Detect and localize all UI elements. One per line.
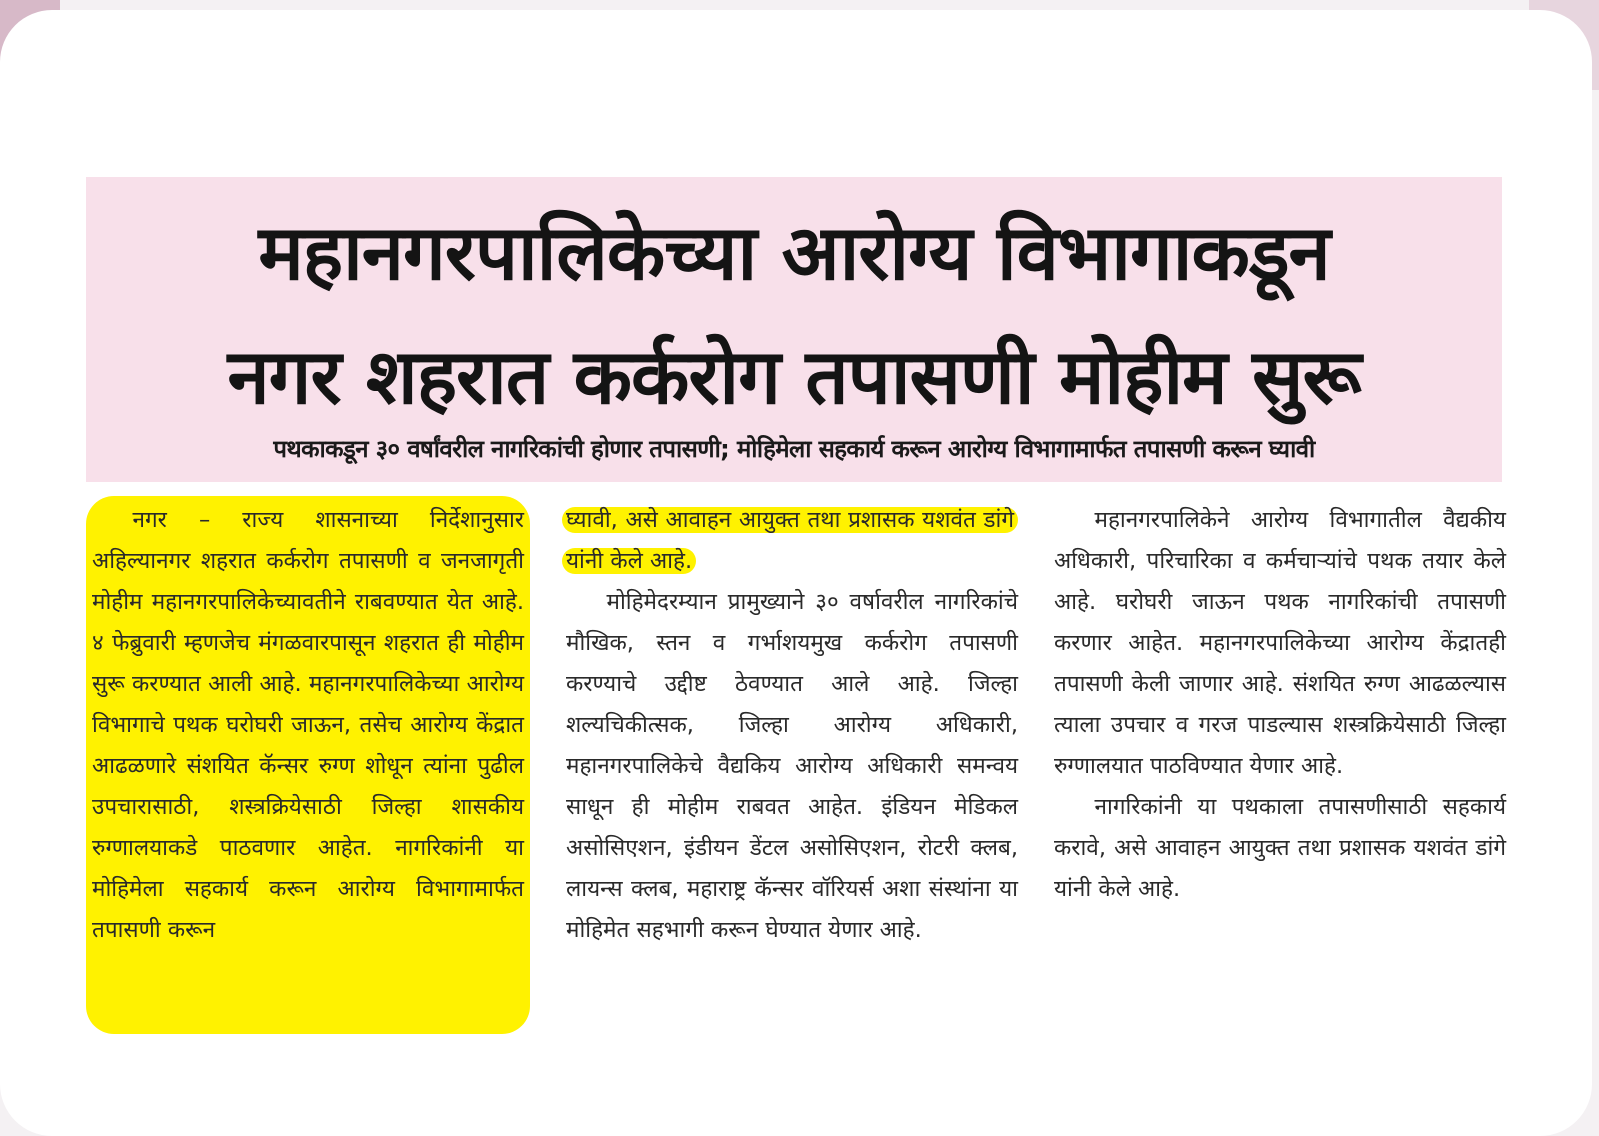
article-paragraph-2: मोहिमेदरम्यान प्रामुख्याने ३० वर्षावरील नागरिकांचे मौखिक, स्तन व गर्भाशयमुख कर्करोग तपासणी करण्याचे उद्दीष्ट ठेवण्यात आले आहे. जिल्हा शल्यचिकीत्सक, जिल्हा आरोग्य अधिकारी, महानगरपालिकेचे वैद्यकिय आरोग्य अधिकारी समन्वय साधून ही मोहीम राबवत आहेत. इंडियन मेडिकल असोसिएशन, इंडीयन डेंटल असोसिएशन, रोटरी क्लब, लायन्स क्लब, महाराष्ट्र कॅन्सर वॉरियर्स अशा संस्थांना या मोहिमेत सहभागी करून घेण्यात येणार आहे. xyxy=(566,589,1018,943)
article-column-2 xyxy=(566,500,1018,951)
headline-line-1: महानगरपालिकेच्या आरोग्य विभागाकडून xyxy=(258,208,1330,297)
headline-box xyxy=(86,177,1502,482)
headline xyxy=(86,191,1502,439)
headline-line-2: नगर शहरात कर्करोग तपासणी मोहीम सुरू xyxy=(227,332,1361,421)
article-column-1 xyxy=(86,496,530,1034)
subheadline: पथकाकडून ३० वर्षांवरील नागरिकांची होणार तपासणी; मोहिमेला सहकार्य करून आरोग्य विभागामार्फत तपासणी करून घ्यावी xyxy=(273,435,1315,463)
article-paragraph-4: नागरिकांनी या पथकाला तपासणीसाठी सहकार्य करावे, असे आवाहन आयुक्त तथा प्रशासक यशवंत डांगे यांनी केले आहे. xyxy=(1054,794,1506,902)
article-paragraph-1: नगर – राज्य शासनाच्या निर्देशानुसार अहिल्यानगर शहरात कर्करोग तपासणी व जनजागृती मोहीम महानगरपालिकेच्यावतीने राबवण्यात येत आहे. ४ फेब्रुवारी म्हणजेच मंगळवारपासून शहरात ही मोहीम सुरू करण्यात आली आहे. महानगरपालिकेच्या आरोग्य विभागाचे पथक घरोघरी जाऊन, तसेच आरोग्य केंद्रात आढळणारे संशयित कॅन्सर रुग्ण शोधून त्यांना पुढील उपचारासाठी, शस्त्रक्रियेसाठी जिल्हा शासकीय रुग्णालयाकडे पाठवणार आहेत. नागरिकांनी या मोहिमेला सहकार्य करून आरोग्य विभागामार्फत तपासणी करून xyxy=(92,507,524,943)
article-column-3 xyxy=(1054,500,1506,910)
highlighted-continuation: घ्यावी, असे आवाहन आयुक्त तथा प्रशासक यशवंत डांगे यांनी केले आहे. xyxy=(562,507,1018,574)
article-paragraph-3: महानगरपालिकेने आरोग्य विभागातील वैद्यकीय अधिकारी, परिचारिका व कर्मचाऱ्यांचे पथक तयार केले आहे. घरोघरी जाऊन पथक नागरिकांची तपासणी करणार आहेत. महानगरपालिकेच्या आरोग्य केंद्रातही तपासणी केली जाणार आहे. संशयित रुग्ण आढळल्यास त्याला उपचार व गरज पाडल्यास शस्त्रक्रियेसाठी जिल्हा रुग्णालयात पाठविण्यात येणार आहे. xyxy=(1054,507,1506,779)
article-continuation xyxy=(566,500,1018,582)
